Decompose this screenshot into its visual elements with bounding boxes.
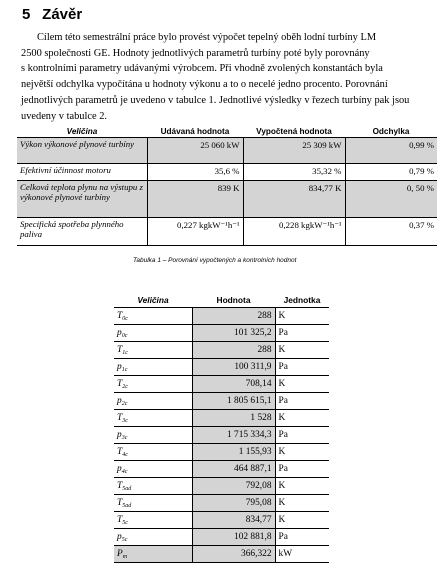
table-row [114,359,329,376]
value-cell: 101 325,2 [192,325,275,342]
table-row [114,325,329,342]
value-cell: 1 805 615,1 [192,393,275,410]
unit-cell: Pa [275,529,329,546]
table-row [114,308,329,325]
unit-cell: K [275,376,329,393]
symbol-cell [114,546,192,563]
table-row [114,427,329,444]
symbol-cell [114,495,192,512]
value-cell: 464 887,1 [192,461,275,478]
deviation-value: 0, 50 % [345,181,437,218]
symbol: T [117,514,123,525]
symbol: T [117,378,123,389]
parameter-label: Výkon výkonové plynové turbíny [17,138,147,164]
table-row [114,342,329,359]
symbol: p [117,361,122,372]
paragraph-line: s kontrolními parametry udávanými výrobcem. Při vhodně zvolených konstantách byla [21,63,383,75]
symbol: p [117,531,122,542]
unit-cell: Pa [275,393,329,410]
table-row [114,512,329,529]
symbol-subscript: 5ad [122,502,132,509]
table-row [114,393,329,410]
unit-cell: Pa [275,325,329,342]
column-header: Odchylka [345,125,437,138]
symbol: p [117,429,122,440]
symbol-cell [114,512,192,529]
paragraph-line: největší odchylka vypočítána u hodnoty výkonu a to o necelé jedno procento. Porovnání [21,79,388,91]
unit-cell: Pa [275,359,329,376]
table-caption: Tabulka 1 – Porovnání vypočtených a kontrolních hodnot [133,257,297,264]
unit-cell: K [275,512,329,529]
table-row [17,218,437,246]
symbol-subscript: 1c [122,349,128,356]
symbol-cell [114,410,192,427]
paragraph-line: jednotlivých parametrů je uvedeno v tabulce 1. Jednotlivé výsledky v řezech turbíny pak jsou [21,94,410,106]
value-cell: 288 [192,342,275,359]
table-row [114,461,329,478]
unit-cell: K [275,410,329,427]
paragraph-line: uvedeny v tabulce 2. [21,110,107,122]
symbol-cell [114,308,192,325]
paragraph-line: 2500 společnosti GE. Hodnoty jednotlivých parametrů turbíny poté byly porovnány [21,47,370,59]
computed-value: 35,32 % [243,164,345,181]
symbol-subscript: m [122,553,128,560]
section-heading [22,6,82,23]
symbol: T [117,412,123,423]
value-cell: 708,14 [192,376,275,393]
symbol-subscript: 1c [121,366,128,373]
computed-value: 0,228 kgkW⁻¹h⁻¹ [243,218,345,246]
unit-cell: K [275,308,329,325]
unit-cell: K [275,342,329,359]
unit-cell: Pa [275,461,329,478]
parameter-label: Efektivní účinnost motoru [17,164,147,181]
symbol-cell [114,325,192,342]
symbol-cell [114,461,192,478]
given-value: 35,6 % [147,164,243,181]
table-row [114,410,329,427]
table-row [114,529,329,546]
value-cell: 834,77 [192,512,275,529]
symbol-cell [114,376,192,393]
symbol: T [117,446,123,457]
symbol-subscript: 0c [122,315,128,322]
symbol-subscript: 5c [121,536,128,543]
symbol-cell [114,427,192,444]
column-header: Jednotka [275,293,329,308]
symbol-subscript: 4c [121,468,128,475]
symbol-cell [114,393,192,410]
deviation-value: 0,37 % [345,218,437,246]
symbol-subscript: 3c [121,434,128,441]
symbol: P [117,548,123,559]
symbol-subscript: 0c [121,332,128,339]
deviation-value: 0,79 % [345,164,437,181]
table-header-row [17,125,437,138]
table-row [17,138,437,164]
unit-cell: K [275,478,329,495]
unit-cell: K [275,495,329,512]
value-cell: 366,322 [192,546,275,563]
value-cell: 1 155,93 [192,444,275,461]
symbol-cell [114,478,192,495]
value-cell: 792,08 [192,478,275,495]
computed-value: 834,77 K [243,181,345,218]
results-table [114,293,329,563]
symbol: T [117,480,123,491]
symbol-subscript: 2c [122,383,128,390]
symbol: T [117,344,123,355]
column-header: Hodnota [192,293,275,308]
column-header: Vypočtená hodnota [243,125,345,138]
computed-value: 25 309 kW [243,138,345,164]
column-header: Udávaná hodnota [147,125,243,138]
table-row [17,164,437,181]
symbol: T [117,310,123,321]
symbol-subscript: 2c [121,400,128,407]
symbol-cell [114,444,192,461]
symbol: p [117,327,122,338]
table-row [114,444,329,461]
parameter-label: Specifická spotřeba plynného paliva [17,218,147,246]
section-number: 5 [22,6,31,23]
symbol-cell [114,529,192,546]
unit-cell: Pa [275,427,329,444]
value-cell: 100 311,9 [192,359,275,376]
symbol-subscript: 5ad [122,485,132,492]
deviation-value: 0,99 % [345,138,437,164]
symbol: T [117,497,123,508]
column-header: Veličina [114,293,192,308]
given-value: 839 K [147,181,243,218]
value-cell: 1 528 [192,410,275,427]
symbol: p [117,463,122,474]
table-row [114,546,329,563]
symbol-cell [114,342,192,359]
column-header: Veličina [17,125,147,138]
section-title: Závěr [42,6,83,23]
unit-cell: kW [275,546,329,563]
table-row [17,181,437,218]
value-cell: 795,08 [192,495,275,512]
symbol-cell [114,359,192,376]
table-header-row [114,293,329,308]
table-row [114,495,329,512]
given-value: 0,227 kgkW⁻¹h⁻¹ [147,218,243,246]
symbol-subscript: 4c [122,451,128,458]
conclusion-paragraph [21,30,439,124]
unit-cell: K [275,444,329,461]
comparison-table [17,125,437,246]
table-row [114,376,329,393]
value-cell: 102 881,8 [192,529,275,546]
value-cell: 288 [192,308,275,325]
given-value: 25 060 kW [147,138,243,164]
paragraph-line: Cílem této semestrální práce bylo provést výpočet tepelný oběh lodní turbíny LM [37,32,377,43]
symbol-subscript: 3c [122,417,128,424]
symbol: p [117,395,122,406]
table-row [114,478,329,495]
symbol-subscript: 5c [122,519,128,526]
parameter-label: Celková teplota plynu na výstupu z výkonové plynové turbíny [17,181,147,218]
value-cell: 1 715 334,3 [192,427,275,444]
